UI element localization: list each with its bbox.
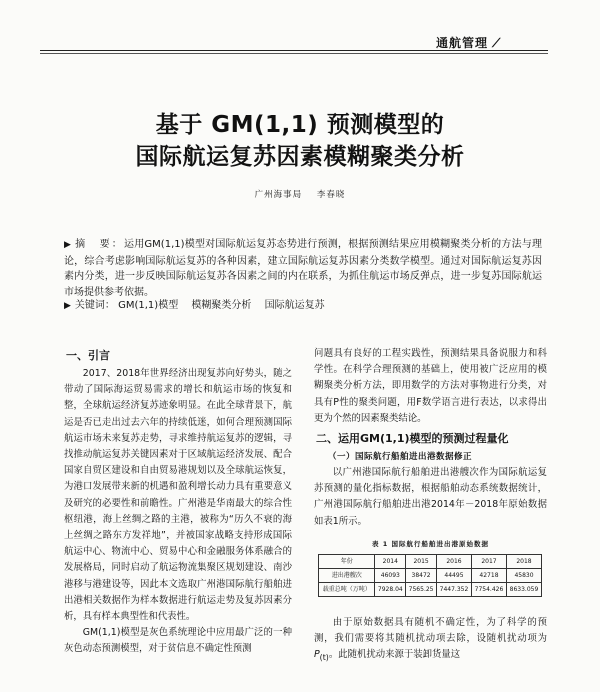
title-line-1: 基于 GM(1,1) 预测模型的	[155, 112, 445, 138]
table-cell: 进出港艘次	[319, 568, 375, 582]
math-subscript: (t)	[319, 653, 329, 663]
math-symbol: P	[314, 649, 320, 661]
triangle-bullet-icon: ▶	[64, 240, 72, 250]
section-heading-intro: 一、引言	[66, 349, 110, 362]
abstract-label: 摘 要：	[75, 239, 124, 250]
body-paragraph: 2017、2018年世界经济出现复苏向好势头，随之带动了国际海运贸易需求的增长和航运市场的恢复和整，全球航运经济复苏迹象明显。在此全球背景下，航运是否已走出过去六年的持续低迷，如何合理预测国际航运市场未来复苏走势，寻求维持航运复苏的逻辑，寻找推动航运复苏关键因素对于区域航运经济发展、配合国家自贸区建设和自由贸易港规划以及全球航运恢复，为港口发展带来新的机遇和盈利增长动力具有重要意义及研究的必要性和前瞻性。广州港是华南最大的综合性枢纽港，海上丝绸之路的主港，被称为“历久不衰的海上丝绸之路东方发祥地”，并被国家战略支持形成国际航运中心、物流中心、贸易中心和金融服务体系融合的发展格局，同时启动了航运物流集聚区规划建设、南沙港移与港建设等，因此本文选取广州港国际航行船舶进出港相关数据作为样本数据进行航运走势及复苏因素分析，具有样本典型性和代表性。	[64, 368, 292, 623]
keyword-item: GM(1,1)模型	[118, 300, 179, 311]
table-header-cell: 2017	[471, 554, 506, 568]
slash-mark-icon: ⟋	[492, 36, 502, 50]
right-column	[314, 346, 547, 666]
paragraph-text-tail: 。此随机扰动来源于装卸货量这	[328, 649, 461, 661]
keywords-label: 关键词：	[74, 300, 115, 311]
table-cell: 38472	[406, 568, 437, 582]
title-line-2: 国际航运复苏因素模糊聚类分析	[135, 144, 465, 170]
table-cell: 7754.426	[471, 582, 506, 596]
triangle-bullet-icon: ▶	[64, 301, 71, 311]
keywords	[64, 298, 542, 314]
subsection-heading: （一）国际航行船舶进出港数据修正	[328, 452, 473, 463]
table-cell: 7928.04	[375, 582, 406, 596]
paragraph-text: 由于原始数据具有随机不确定性，为了科学的预测，我们需要将其随机扰动项去除，设随机扰动项为	[314, 616, 547, 645]
table-cell: 45830	[506, 568, 541, 582]
authors	[0, 188, 600, 200]
table-header-cell: 2016	[436, 554, 471, 568]
section-tag	[436, 34, 501, 51]
section-label: 通航管理	[436, 36, 489, 50]
body-paragraph: GM(1,1)模型是灰色系统理论中应用最广泛的一种灰色动态预测模型，对于贫信息不确定性预测	[64, 627, 292, 655]
keyword-item: 国际航运复苏	[264, 300, 325, 311]
body-paragraph	[314, 615, 547, 666]
data-table	[318, 554, 542, 597]
table-row	[319, 582, 542, 596]
author-name: 李春晓	[316, 190, 346, 200]
table-header-row	[319, 554, 542, 568]
author-affiliation: 广州海事局	[254, 190, 303, 200]
table-header-cell: 2014	[375, 554, 406, 568]
table-header-cell: 2015	[406, 554, 437, 568]
table-header-cell: 年份	[319, 554, 375, 568]
table-cell: 载重总吨（万吨）	[319, 582, 375, 596]
left-column	[64, 346, 292, 658]
section-heading-2: 二、运用GM(1,1)模型的预测过程量化	[316, 432, 509, 446]
table-row	[319, 568, 542, 582]
header-rule-bottom	[40, 53, 548, 54]
table-cell: 7447.352	[436, 582, 471, 596]
abstract	[64, 237, 542, 300]
body-paragraph: 问题具有良好的工程实践性，预测结果具备说服力和科学性。在科学合理预测的基础上，使用被广泛应用的模糊聚类分析方法，即用数学的方法对事物进行分类，对具有P性的聚类问题，用F数学语言进行表达，以求得出更为个然的因素聚类结论。	[314, 348, 547, 424]
table-cell: 44495	[436, 568, 471, 582]
keyword-item: 模糊聚类分析	[191, 300, 252, 311]
table-cell: 46093	[375, 568, 406, 582]
table-cell: 7565.25	[406, 582, 437, 596]
table-cell: 8633.059	[506, 582, 541, 596]
table-cell: 42718	[471, 568, 506, 582]
table-title: 表 1 国际航行船舶进出港原始数据	[371, 539, 490, 548]
body-paragraph: 以广州港国际航行船舶进出港艘次作为国际航运复苏预测的量化指标数据，根据船舶动态系统数据统计，广州港国际航行船舶进出港2014年－2018年原始数据如表1所示。	[314, 467, 547, 527]
table-header-cell: 2018	[506, 554, 541, 568]
abstract-text: 运用GM(1,1)模型对国际航运复苏态势进行预测，根据预测结果应用模糊聚类分析的方法与理论，综合考虑影响国际航运复苏的各种因素，建立国际航运复苏因素分类数学模型。通过对国际航运复苏因素内分类，进一步反映国际航运复苏各因素之间的内在联系，为抓住航运市场反弹点，进一步复苏国际航运市场提供参考依据。	[64, 239, 542, 298]
